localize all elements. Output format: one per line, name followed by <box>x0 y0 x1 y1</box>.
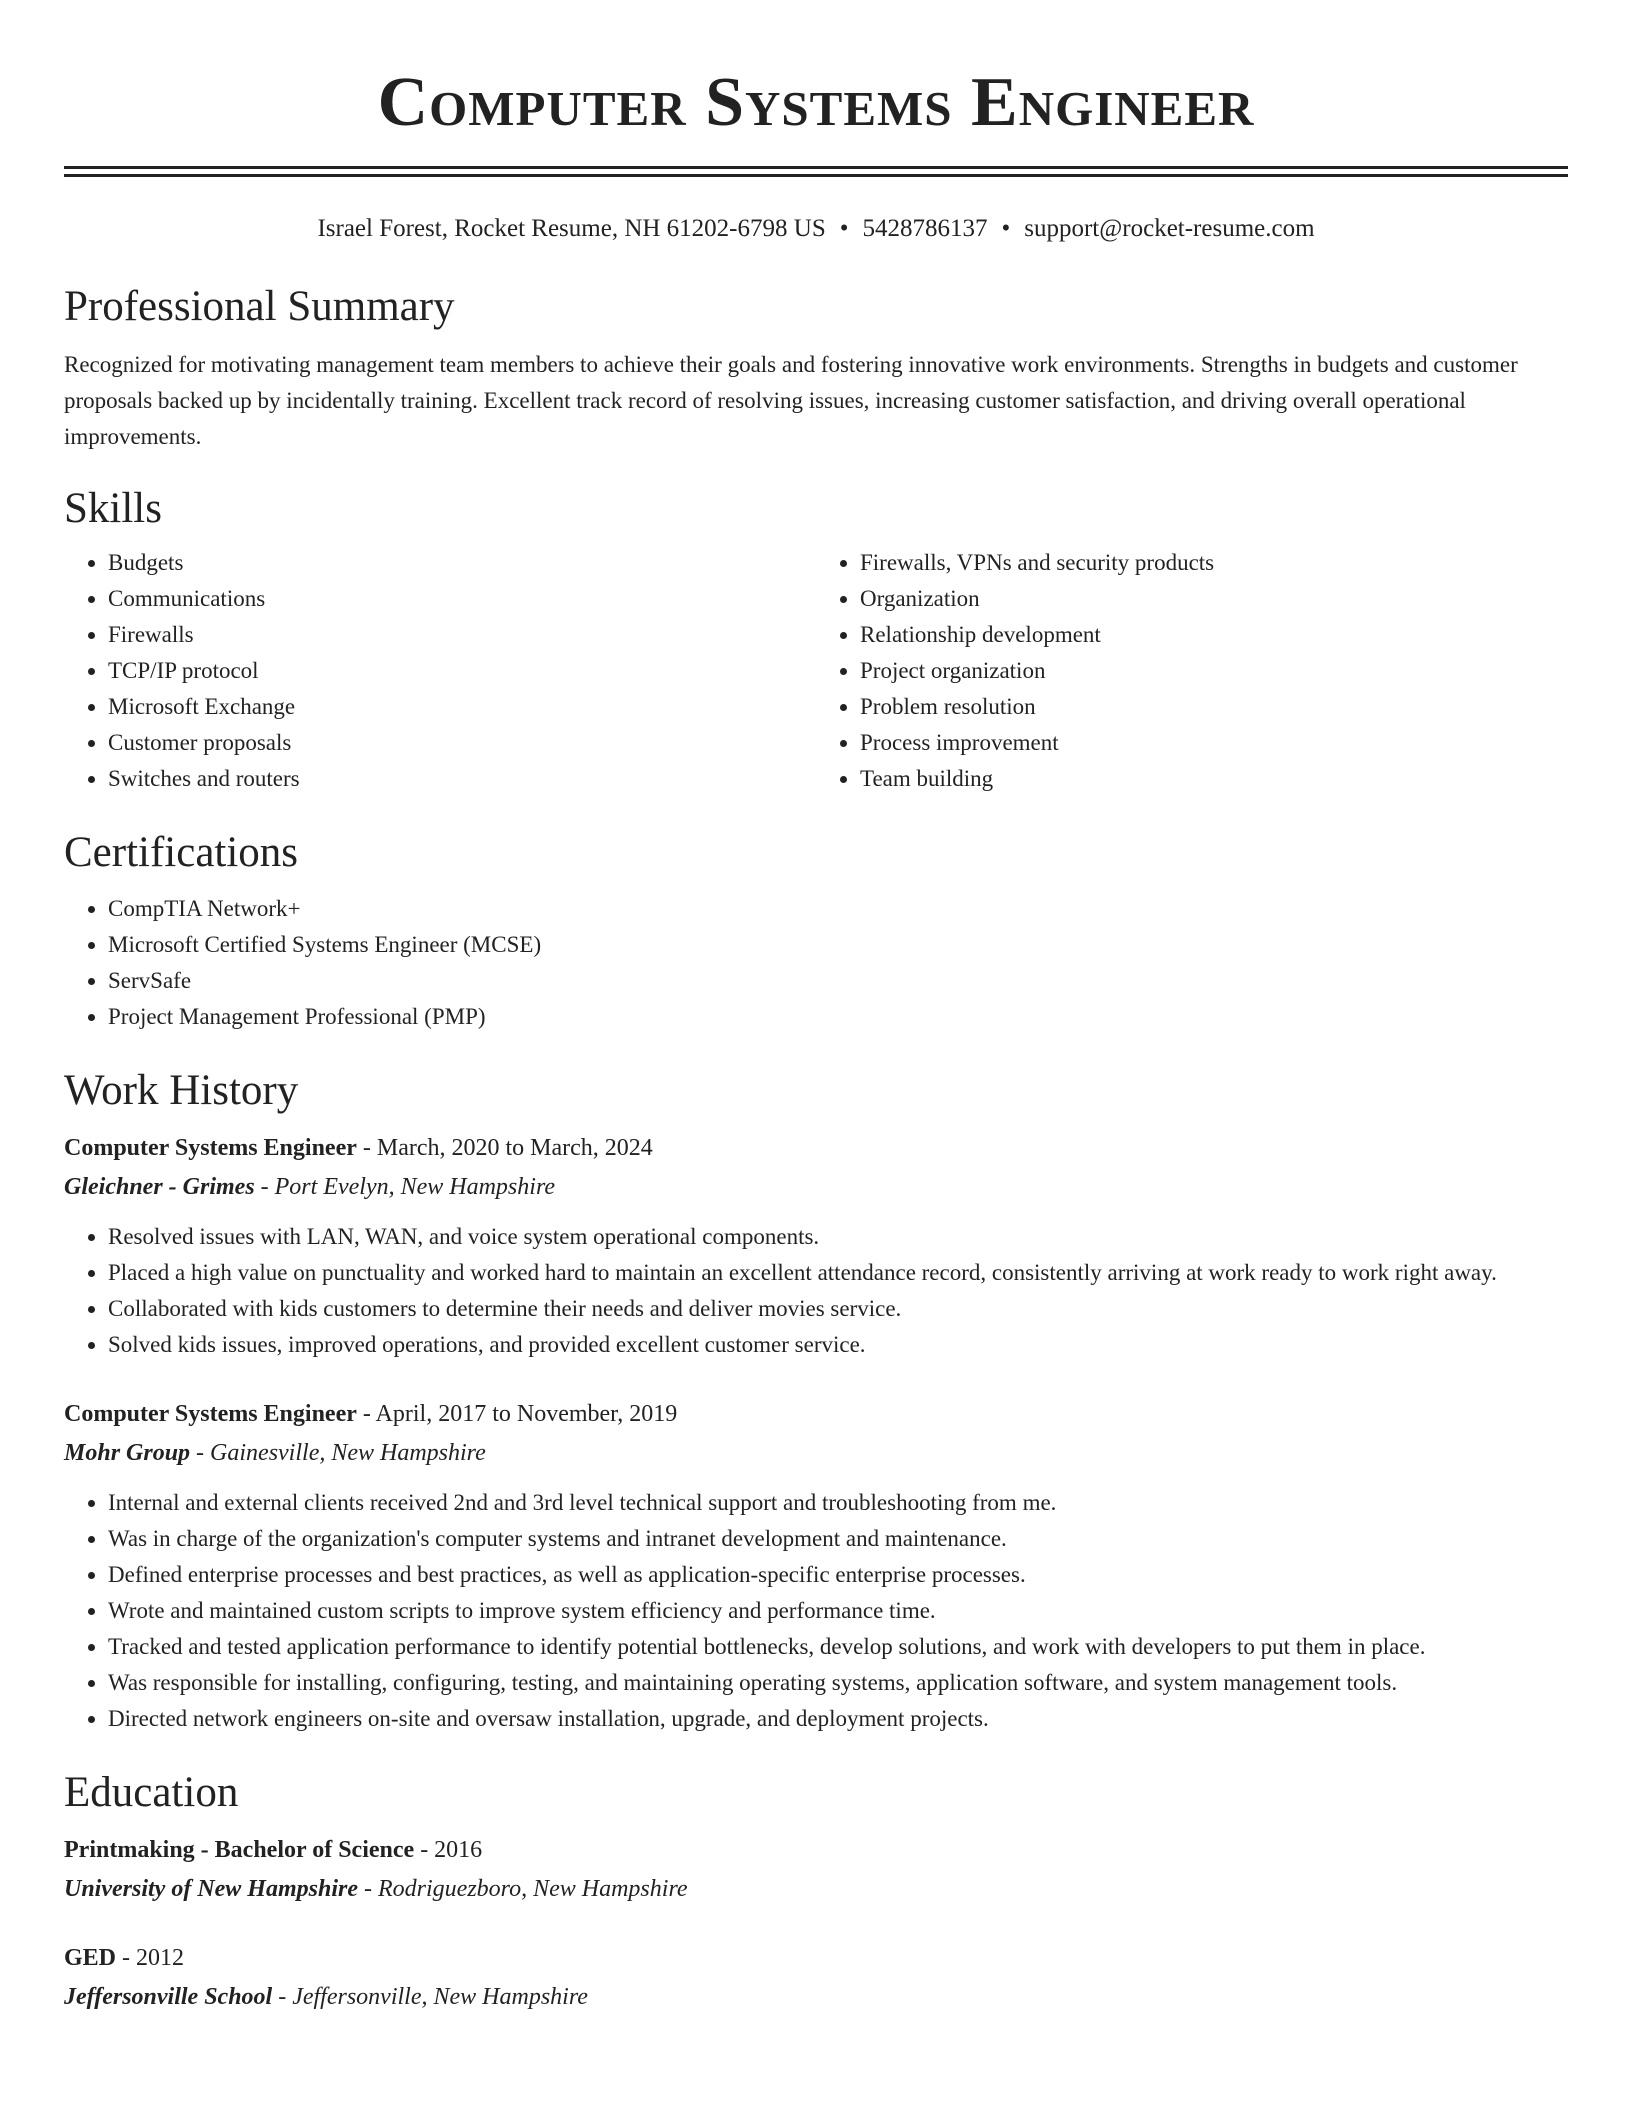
degree-name: GED <box>64 1945 117 1971</box>
list-item: • Was in charge of the organization's computer systems and intranet development and maintenance. <box>108 1521 1568 1557</box>
job-location: - Gainesville, New Hampshire <box>190 1440 486 1466</box>
education-heading: Education <box>64 1769 239 1816</box>
job-company-line <box>64 1167 1568 1207</box>
list-item: • Problem resolution <box>860 689 1568 725</box>
list-item: • Firewalls <box>108 617 816 653</box>
list-item: • Relationship development <box>860 617 1568 653</box>
school-name: Jeffersonville School <box>64 1984 273 2010</box>
contact-email: support@rocket-resume.com <box>1024 215 1315 242</box>
contact-phone: 5428786137 <box>862 215 988 242</box>
work-history-heading: Work History <box>64 1067 299 1114</box>
list-item: • Was responsible for installing, configuring, testing, and maintaining operating systems, application software, and system management tools. <box>108 1665 1568 1701</box>
list-item: • Tracked and tested application performance to identify potential bottlenecks, develop solutions, and work with developers to put them in place. <box>108 1629 1568 1665</box>
degree-name: Printmaking - Bachelor of Science <box>64 1837 415 1863</box>
list-item: • Resolved issues with LAN, WAN, and voice system operational components. <box>108 1219 1568 1255</box>
job-bullets <box>64 1485 1568 1737</box>
list-item: • Placed a high value on punctuality and worked hard to maintain an excellent attendance record, consistently arriving at work ready to work right away. <box>108 1255 1568 1291</box>
list-item: • Customer proposals <box>108 725 816 761</box>
skills-list-right <box>816 545 1568 797</box>
job-dates: - April, 2017 to November, 2019 <box>356 1401 678 1427</box>
skills-heading: Skills <box>64 485 162 532</box>
list-item: • Communications <box>108 581 816 617</box>
summary-text: Recognized for motivating management team members to achieve their goals and fostering innovative work environments. Strengths in budgets and customer proposals backed up by incidentally training. Excellent track record of resolving issues, increasing customer satisfaction, and driving overall operational improvements. <box>64 352 1518 449</box>
job-title-line <box>64 1129 1568 1167</box>
job-title: Computer Systems Engineer <box>64 1401 357 1427</box>
job-dates: - March, 2020 to March, 2024 <box>356 1135 653 1161</box>
certifications-heading: Certifications <box>64 829 299 876</box>
certifications-section <box>64 827 1568 1035</box>
education-section <box>64 1767 1568 2017</box>
degree-year: - 2016 <box>414 1837 483 1863</box>
degree-line <box>64 1939 1568 1977</box>
education-entry <box>64 1939 1568 2017</box>
job-title-line <box>64 1395 1568 1433</box>
job-entry <box>64 1129 1568 1363</box>
list-item: • Firewalls, VPNs and security products <box>860 545 1568 581</box>
job-company: Gleichner - Grimes <box>64 1174 255 1200</box>
degree-line <box>64 1831 1568 1869</box>
degree-year: - 2012 <box>116 1945 185 1971</box>
summary-section <box>64 281 1568 455</box>
certifications-list <box>64 891 1568 1035</box>
list-item: • Switches and routers <box>108 761 816 797</box>
job-bullets <box>64 1219 1568 1363</box>
contact-separator: • <box>1001 215 1011 242</box>
school-line <box>64 1977 1568 2017</box>
list-item: • Project organization <box>860 653 1568 689</box>
list-item: • Defined enterprise processes and best practices, as well as application-specific enterprise processes. <box>108 1557 1568 1593</box>
list-item: • Directed network engineers on-site and oversaw installation, upgrade, and deployment projects. <box>108 1701 1568 1737</box>
skills-columns <box>64 545 1568 797</box>
list-item: • Wrote and maintained custom scripts to improve system efficiency and performance time. <box>108 1593 1568 1629</box>
list-item: • ServSafe <box>108 963 1568 999</box>
contact-line <box>64 213 1568 245</box>
school-name: University of New Hampshire <box>64 1876 358 1902</box>
resume-title: Computer Systems Engineer <box>377 64 1255 141</box>
job-location: - Port Evelyn, New Hampshire <box>254 1174 556 1200</box>
list-item: • Organization <box>860 581 1568 617</box>
list-item: • Process improvement <box>860 725 1568 761</box>
skills-list-left <box>64 545 816 797</box>
list-item: • TCP/IP protocol <box>108 653 816 689</box>
list-item: • Budgets <box>108 545 816 581</box>
education-entry <box>64 1831 1568 1909</box>
list-item: • Microsoft Certified Systems Engineer (MCSE) <box>108 927 1568 963</box>
job-company-line <box>64 1433 1568 1473</box>
job-company: Mohr Group <box>64 1440 191 1466</box>
list-item: • Team building <box>860 761 1568 797</box>
list-item: • Solved kids issues, improved operations, and provided excellent customer service. <box>108 1327 1568 1363</box>
job-entry <box>64 1395 1568 1737</box>
job-title: Computer Systems Engineer <box>64 1135 357 1161</box>
work-history-section <box>64 1065 1568 1737</box>
school-location: - Jeffersonville, New Hampshire <box>272 1984 588 2010</box>
list-item: • CompTIA Network+ <box>108 891 1568 927</box>
list-item: • Microsoft Exchange <box>108 689 816 725</box>
school-location: - Rodriguezboro, New Hampshire <box>358 1876 688 1902</box>
contact-address: Israel Forest, Rocket Resume, NH 61202-6798 US <box>317 215 826 242</box>
contact-separator: • <box>839 215 849 242</box>
school-line <box>64 1869 1568 1909</box>
list-item: • Collaborated with kids customers to determine their needs and deliver movies service. <box>108 1291 1568 1327</box>
title-double-rule <box>64 166 1568 177</box>
list-item: • Internal and external clients received 2nd and 3rd level technical support and troubleshooting from me. <box>108 1485 1568 1521</box>
summary-heading: Professional Summary <box>64 283 455 330</box>
list-item: • Project Management Professional (PMP) <box>108 999 1568 1035</box>
skills-section <box>64 483 1568 797</box>
